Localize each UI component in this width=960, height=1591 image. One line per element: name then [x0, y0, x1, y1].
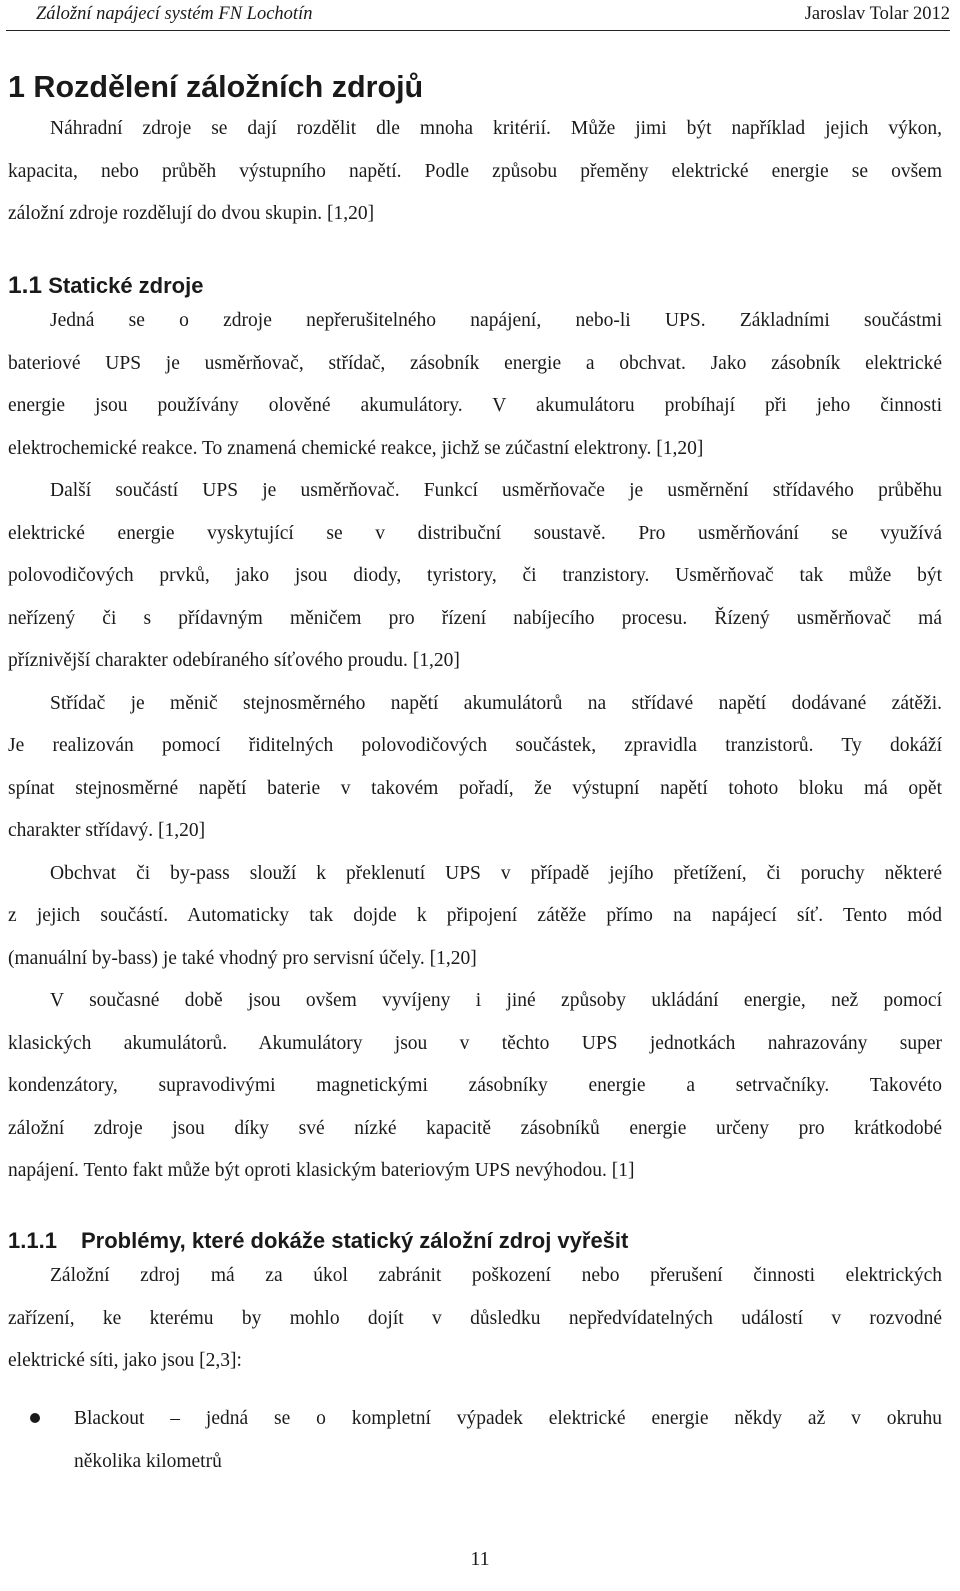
- bullet-icon: [30, 1413, 40, 1423]
- text-line: Jedná se o zdroje nepřerušitelného napájení, nebo-li UPS. Základními součástmi: [50, 310, 942, 331]
- subsection-title: Problémy, které dokáže statický záložní zdroj vyřešit: [81, 1228, 629, 1253]
- page-header: [6, 0, 950, 31]
- header-document-title: Záložní napájecí systém FN Lochotín: [36, 4, 313, 24]
- text-line: příznivější charakter odebíraného síťového proudu. [1,20]: [8, 650, 460, 671]
- bullet-list-item: [74, 1398, 942, 1483]
- text-line: několika kilometrů: [74, 1450, 222, 1472]
- section1-paragraph: [8, 108, 942, 236]
- text-line: Další součástí UPS je usměrňovač. Funkcí usměrňovače je usměrnění střídavého průběhu: [50, 480, 942, 501]
- subsection-number: 1.1.1: [8, 1228, 57, 1253]
- text-line: bateriové UPS je usměrňovač, střídač, zásobník energie a obchvat. Jako zásobník elektrické: [8, 352, 942, 374]
- text-line: Je realizován pomocí řiditelných polovodičových součástek, zpravidla tranzistorů. Ty dokáží: [8, 735, 942, 756]
- text-line: elektrické síti, jako jsou [2,3]:: [8, 1350, 242, 1371]
- text-line: energie jsou používány olověné akumulátory. V akumulátoru probíhají při jeho činnosti: [8, 395, 942, 416]
- section1-1-body: [8, 300, 942, 1193]
- text-line: Obchvat či by-pass slouží k překlenutí UPS v případě jejího přetížení, či poruchy některé: [50, 862, 942, 884]
- text-line: Náhradní zdroje se dají rozdělit dle mnoha kritérií. Může jimi být například jejich výkon,: [50, 118, 942, 139]
- text-line: záložní zdroje jsou díky své nízké kapacitě zásobníků energie určeny pro krátkodobé: [8, 1117, 942, 1139]
- text-line: zařízení, ke kterému by mohlo dojít v důsledku nepředvídatelných událostí v rozvodné: [8, 1307, 942, 1329]
- section-title: Statické zdroje: [48, 273, 204, 298]
- text-line: elektrické energie vyskytující se v distribuční soustavě. Pro usměrňování se využívá: [8, 522, 942, 544]
- section1-1-1-body: [8, 1255, 942, 1383]
- chapter-heading: 1 Rozdělení záložních zdrojů: [8, 70, 424, 104]
- text-line: V současné době jsou ovšem vyvíjeny i jiné způsoby ukládání energie, než pomocí: [50, 990, 942, 1011]
- text-line: Střídač je měnič stejnosměrného napětí akumulátorů na střídavé napětí dodávané zátěži.: [50, 692, 942, 714]
- text-line: klasických akumulátorů. Akumulátory jsou v těchto UPS jednotkách nahrazovány super: [8, 1032, 942, 1054]
- subsection-heading: [8, 1228, 628, 1254]
- text-line: Záložní zdroj má za úkol zabránit poškození nebo přerušení činnosti elektrických: [50, 1265, 942, 1286]
- text-line: polovodičových prvků, jako jsou diody, tyristory, či tranzistory. Usměrňovač tak může být: [8, 565, 942, 586]
- header-author-year: Jaroslav Tolar 2012: [804, 4, 950, 24]
- text-line: neřízený či s přídavným měničem pro řízení nabíjecího procesu. Řízený usměrňovač má: [8, 607, 942, 629]
- section-heading: [8, 272, 203, 300]
- text-line: charakter střídavý. [1,20]: [8, 820, 206, 841]
- page-number: 11: [470, 1548, 490, 1570]
- text-line: (manuální by-bass) je také vhodný pro servisní účely. [1,20]: [8, 947, 477, 969]
- text-line: Blackout – jedná se o kompletní výpadek elektrické energie někdy až v okruhu: [74, 1408, 942, 1429]
- text-line: kondenzátory, supravodivými magnetickými zásobníky energie a setrvačníky. Takovéto: [8, 1075, 942, 1096]
- section-number: 1.1: [8, 272, 43, 299]
- text-line: napájení. Tento fakt může být oproti klasickým bateriovým UPS nevýhodou. [1]: [8, 1160, 635, 1181]
- text-line: z jejich součástí. Automaticky tak dojde k připojení zátěže přímo na napájecí síť. Tento mód: [8, 905, 942, 926]
- text-line: elektrochemické reakce. To znamená chemické reakce, jichž se zúčastní elektrony. [1,20]: [8, 437, 704, 459]
- text-line: kapacita, nebo průběh výstupního napětí. Podle způsobu přeměny elektrické energie se ovšem: [8, 160, 942, 182]
- text-line: záložní zdroje rozdělují do dvou skupin. [1,20]: [8, 203, 375, 224]
- text-line: spínat stejnosměrné napětí baterie v takovém pořadí, že výstupní napětí tohoto bloku má opět: [8, 777, 942, 799]
